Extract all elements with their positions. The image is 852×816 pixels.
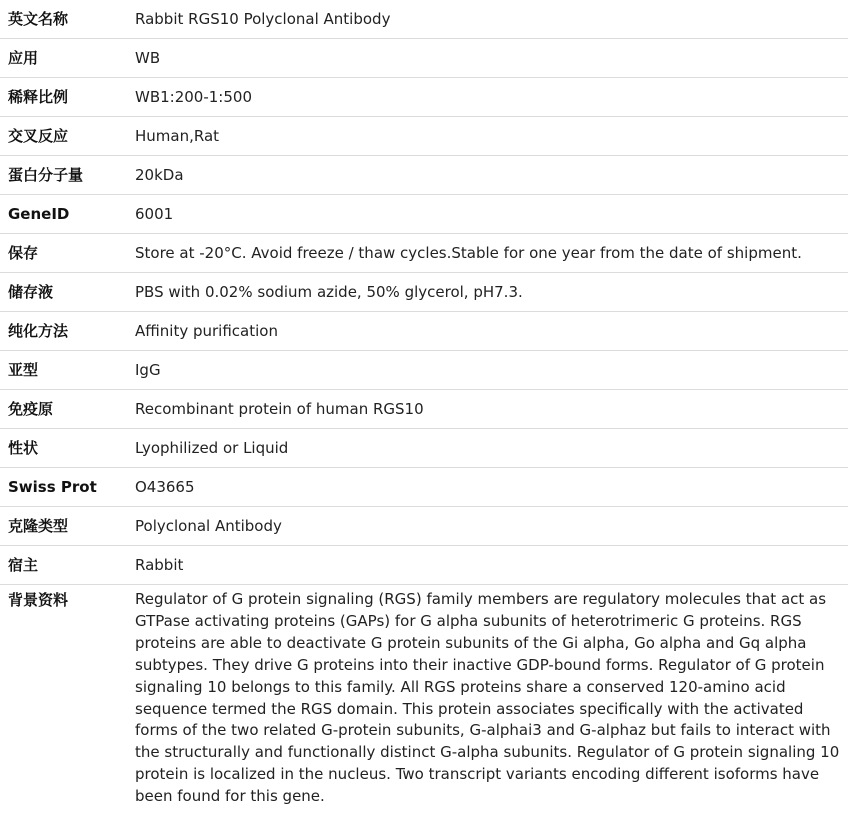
spec-value: Store at -20°C. Avoid freeze / thaw cycles.Stable for one year from the date of shipment. (127, 234, 848, 273)
spec-label: 蛋白分子量 (0, 156, 127, 195)
spec-value: WB1:200-1:500 (127, 78, 848, 117)
spec-value: Rabbit (127, 546, 848, 585)
spec-label: GeneID (0, 195, 127, 234)
spec-label: 亚型 (0, 351, 127, 390)
spec-value: 20kDa (127, 156, 848, 195)
spec-label: 克隆类型 (0, 507, 127, 546)
spec-row-clonality (0, 507, 848, 546)
spec-row-storage (0, 234, 848, 273)
spec-label: 交叉反应 (0, 117, 127, 156)
spec-value: Polyclonal Antibody (127, 507, 848, 546)
spec-row-english-name (0, 0, 848, 39)
spec-value: O43665 (127, 468, 848, 507)
spec-row-swiss-prot (0, 468, 848, 507)
spec-row-dilution (0, 78, 848, 117)
spec-value: Human,Rat (127, 117, 848, 156)
spec-value-background: Regulator of G protein signaling (RGS) family members are regulatory molecules that act as GTPase activating proteins (GAPs) for G alpha subunits of heterotrimeric G proteins. RGS proteins are able to deactivate G protein subunits of the Gi alpha, Go alpha and Gq alpha subtypes. They drive G proteins into their inactive GDP-bound forms. Regulator of G protein signaling 10 belongs to this family. All RGS proteins share a conserved 120-amino acid sequence termed the RGS domain. This protein associates specifically with the activated forms of the two related G-protein subunits, G-alphai3 and G-alphaz but fails to interact with the structurally and functionally distinct G-alpha subunits. Regulator of G protein signaling 10 protein is localized in the nucleus. Two transcript variants encoding different isoforms have been found for this gene. (135, 590, 840, 806)
spec-row-host (0, 546, 848, 585)
spec-value: PBS with 0.02% sodium azide, 50% glycerol, pH7.3. (127, 273, 848, 312)
spec-label: 英文名称 (0, 0, 127, 39)
spec-row-form (0, 429, 848, 468)
spec-label: 保存 (0, 234, 127, 273)
spec-value: Recombinant protein of human RGS10 (127, 390, 848, 429)
spec-row-molecular-weight (0, 156, 848, 195)
spec-value: IgG (127, 351, 848, 390)
spec-value: Lyophilized or Liquid (127, 429, 848, 468)
spec-label: 背景资料 (8, 591, 69, 609)
spec-row-gene-id (0, 195, 848, 234)
spec-label: 储存液 (0, 273, 127, 312)
spec-label: 宿主 (0, 546, 127, 585)
spec-label: 应用 (0, 39, 127, 78)
spec-value: 6001 (127, 195, 848, 234)
spec-label: 纯化方法 (0, 312, 127, 351)
spec-row-reactivity (0, 117, 848, 156)
spec-value: Rabbit RGS10 Polyclonal Antibody (127, 0, 848, 39)
spec-label: 免疫原 (0, 390, 127, 429)
spec-label: 性状 (0, 429, 127, 468)
spec-row-purification (0, 312, 848, 351)
spec-label: 稀释比例 (0, 78, 127, 117)
spec-row-background (0, 585, 848, 813)
spec-row-application (0, 39, 848, 78)
spec-row-isotype (0, 351, 848, 390)
spec-label: Swiss Prot (0, 468, 127, 507)
spec-row-storage-buffer (0, 273, 848, 312)
spec-value: Affinity purification (127, 312, 848, 351)
spec-value: WB (127, 39, 848, 78)
spec-row-immunogen (0, 390, 848, 429)
